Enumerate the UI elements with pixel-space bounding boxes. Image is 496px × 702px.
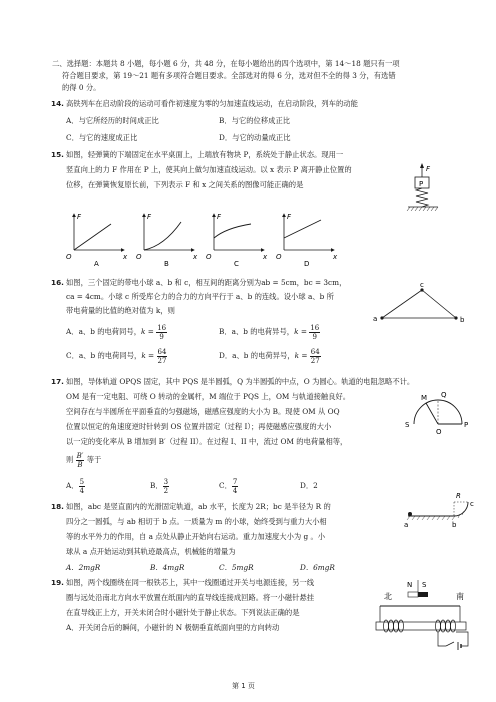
q18-option-b: B．4mgR <box>150 563 185 572</box>
svg-text:a: a <box>404 521 409 529</box>
svg-text:P: P <box>464 421 469 429</box>
graph-d-line <box>284 220 321 238</box>
table-hatch <box>407 207 438 211</box>
q19-coil-figure <box>350 576 484 656</box>
q16-line-1: 如图，三个固定的带电小球 a、b 和 c，相互间的距离分别为ab = 5cm，bc = 3cm， <box>66 278 347 287</box>
graph-b-label: B <box>164 260 169 268</box>
q14-option-c: C．与它的速度成正比 <box>66 133 138 142</box>
section-header-line-1: 二、选择题：本题共 8 小题，每小题 6 分，共 48 分，在每小题给出的四个选项中，第 14～18 题只有一项 <box>52 59 400 68</box>
q18-line-4: 球从 a 点开始运动到其轨迹最高点，机械能的增量为 <box>66 547 236 556</box>
q15-option-graphs <box>66 210 346 270</box>
svg-text:F: F <box>287 213 292 221</box>
fig-label-f: F <box>426 165 431 173</box>
svg-text:x: x <box>333 253 338 261</box>
graph-c-curve <box>214 224 251 238</box>
q14-stem: 高铁列车在启动阶段的运动可看作初速度为零的匀加速直线运动，在启动阶段，列车的动能 <box>66 99 358 108</box>
q16-option-d: D．a、b 的电荷异号，k = $\frac{64}{27}$ <box>219 347 320 365</box>
q18-option-a: A．2mgR <box>66 563 101 572</box>
graph-d <box>276 213 338 268</box>
q14-option-d: D．与它的动量成正比 <box>219 133 291 142</box>
q14-option-a: A．与它所经历的时间成正比 <box>66 116 159 125</box>
q16-line-2: ca = 4cm。小球 c 所受库仑力的合力的方向平行于 a、b 的连线。设小球 a、b 所 <box>66 292 334 301</box>
graph-b <box>136 213 198 268</box>
q17-line-3: 空间存在与半圆所在平面垂直的匀强磁场，磁感应强度的大小为 B。现使 OM 从 OQ <box>66 407 340 416</box>
q16-option-c: C．a、b 的电荷同号，k = $\frac{64}{27}$ <box>66 347 167 365</box>
q19-line-1: 如图，两个线圈绕在同一根铁芯上，其中一线圈通过开关与电源连接，另一线 <box>66 578 315 587</box>
needle-n-half <box>408 592 418 597</box>
q17-number: 17. <box>51 377 64 386</box>
q15-spring-figure <box>400 162 444 218</box>
q17-line-1: 如图，导体轨道 OPQS 固定，其中 PQS 是半圆弧，Q 为半圆弧的中点，O 为圆心。轨道的电阻忽略不计。 <box>66 377 415 386</box>
graph-a-label: A <box>94 260 99 268</box>
iron-core <box>376 622 466 630</box>
q17-semicircle-figure <box>400 386 476 442</box>
section-header-line-2: 符合题目要求，第 19～21 题有多项符合题目要求。全部选对的得 6 分，选对但不全的得 3 分，有选错 <box>62 71 396 80</box>
q15-line-2: 竖直向上的力 F 作用在 P 上，使其向上做匀加速直线运动。以 x 表示 P 离开静止位置的 <box>66 165 352 174</box>
q16-line-3: 带电荷量的比值的绝对值为 k，则 <box>66 306 175 315</box>
svg-text:F: F <box>147 213 152 221</box>
svg-text:O: O <box>206 253 212 261</box>
fig-label-p: P <box>419 180 424 188</box>
charge-a <box>380 316 383 319</box>
svg-text:M: M <box>421 394 428 402</box>
q19-option-a: A．开关闭合后的瞬间，小磁针的 N 极朝垂直纸面向里的方向转动 <box>66 623 280 632</box>
q16-number: 16. <box>51 278 64 287</box>
q17-line-6: 则 $\frac{B'}{B}$ 等于 <box>66 451 102 469</box>
force-arrowhead <box>420 163 424 168</box>
q17-line-5: 以一定的变化率从 B 增加到 B′（过程 II）。在过程 I、II 中，流过 OM 的电荷量相等， <box>66 437 348 446</box>
switch <box>446 642 454 646</box>
svg-text:S: S <box>405 421 410 429</box>
side-ac <box>382 290 422 318</box>
svg-text:O: O <box>66 253 72 261</box>
page-number: 第 1 页 <box>232 682 255 690</box>
q14-number: 14. <box>51 99 64 108</box>
q19-line-2: 圈与远处沿南北方向水平放置在纸面内的直导线连接成回路。将一小磁针悬挂 <box>66 593 315 602</box>
svg-text:a: a <box>373 315 378 323</box>
q18-line-3: 等的水平外力的作用，自 a 点处从静止开始向右运动。重力加速度大小为 g 。小 <box>66 532 326 541</box>
svg-text:c: c <box>470 500 474 508</box>
svg-text:c: c <box>420 282 424 289</box>
q16-option-a: A．a、b 的电荷同号，k = $\frac{16}{9}$ <box>66 323 167 341</box>
ball <box>408 512 412 516</box>
svg-text:南: 南 <box>456 592 464 601</box>
q17-line-4: 位置以恒定的角速度逆时针转到 OS 位置并固定（过程 I）；再使磁感应强度的大小 <box>66 422 332 431</box>
needle-s-half <box>418 592 428 597</box>
spring-coil <box>416 188 428 207</box>
track-hatch <box>407 507 467 520</box>
svg-text:O: O <box>136 253 142 261</box>
svg-text:N: N <box>407 581 413 589</box>
q19-number: 19. <box>51 578 64 587</box>
svg-text:O: O <box>276 253 282 261</box>
charge-b <box>454 316 457 319</box>
svg-text:F: F <box>217 213 222 221</box>
svg-text:x: x <box>123 253 128 261</box>
q18-line-2: 四分之一圆弧，与 ab 相切于 b 点。一质量为 m 的小球，始终受到与重力大小相 <box>66 517 327 526</box>
svg-text:F: F <box>77 213 82 221</box>
q19-line-3: 在直导线正上方，开关未闭合时小磁针处于静止状态。下列说法正确的是 <box>66 608 300 617</box>
svg-text:b: b <box>452 521 457 529</box>
svg-text:S: S <box>422 581 427 589</box>
graph-c-label: C <box>234 260 239 268</box>
q14-option-b: B．与它的位移成正比 <box>219 116 291 125</box>
q17-option-c: C． $\frac{7}{4}$ <box>219 477 238 495</box>
graph-d-label: D <box>304 260 310 268</box>
q18-number: 18. <box>51 502 64 511</box>
graph-a-line <box>74 224 111 250</box>
graph-c <box>206 213 268 268</box>
side-bc <box>422 290 456 318</box>
q18-line-1: 如图，abc 是竖直面内的光滑固定轨道，ab 水平，长度为 2R；bc 是半径为 R 的 <box>66 502 331 511</box>
svg-text:Q: Q <box>441 391 447 399</box>
q17-line-2: OM 是有一定电阻、可绕 O 转动的金属杆，M 端位于 PQS 上，OM 与轨道接触良好。 <box>66 392 351 401</box>
q17-option-b: B． $\frac{3}{2}$ <box>150 477 169 495</box>
rod-om <box>426 403 438 424</box>
q18-option-c: C．5mgR <box>219 563 254 572</box>
graph-b-curve <box>144 222 181 250</box>
svg-text:b: b <box>460 316 465 324</box>
q17-option-d: D．2 <box>300 481 318 490</box>
q16-option-b: B．a、b 的电荷异号，k = $\frac{16}{9}$ <box>219 323 320 341</box>
circuit-wire <box>438 632 446 646</box>
q17-option-a: A． $\frac{5}{4}$ <box>66 477 85 495</box>
q15-line-3: 位移，在弹簧恢复原长前，下列表示 F 和 x 之间关系的图像可能正确的是 <box>66 180 304 189</box>
section-header-line-3: 的得 0 分。 <box>62 83 101 92</box>
q16-triangle-figure <box>370 282 470 327</box>
q15-number: 15. <box>51 150 64 159</box>
q18-option-d: D．6mgR <box>300 563 335 572</box>
q15-line-1: 如图，轻弹簧的下端固定在水平桌面上，上端放有物块 P，系统处于静止状态。现用一 <box>66 150 344 159</box>
svg-text:O: O <box>436 428 442 436</box>
svg-text:x: x <box>193 253 198 261</box>
svg-text:R: R <box>456 492 461 500</box>
svg-text:x: x <box>263 253 268 261</box>
svg-text:北: 北 <box>384 592 392 601</box>
graph-a <box>66 213 128 268</box>
q18-track-figure <box>398 486 482 532</box>
